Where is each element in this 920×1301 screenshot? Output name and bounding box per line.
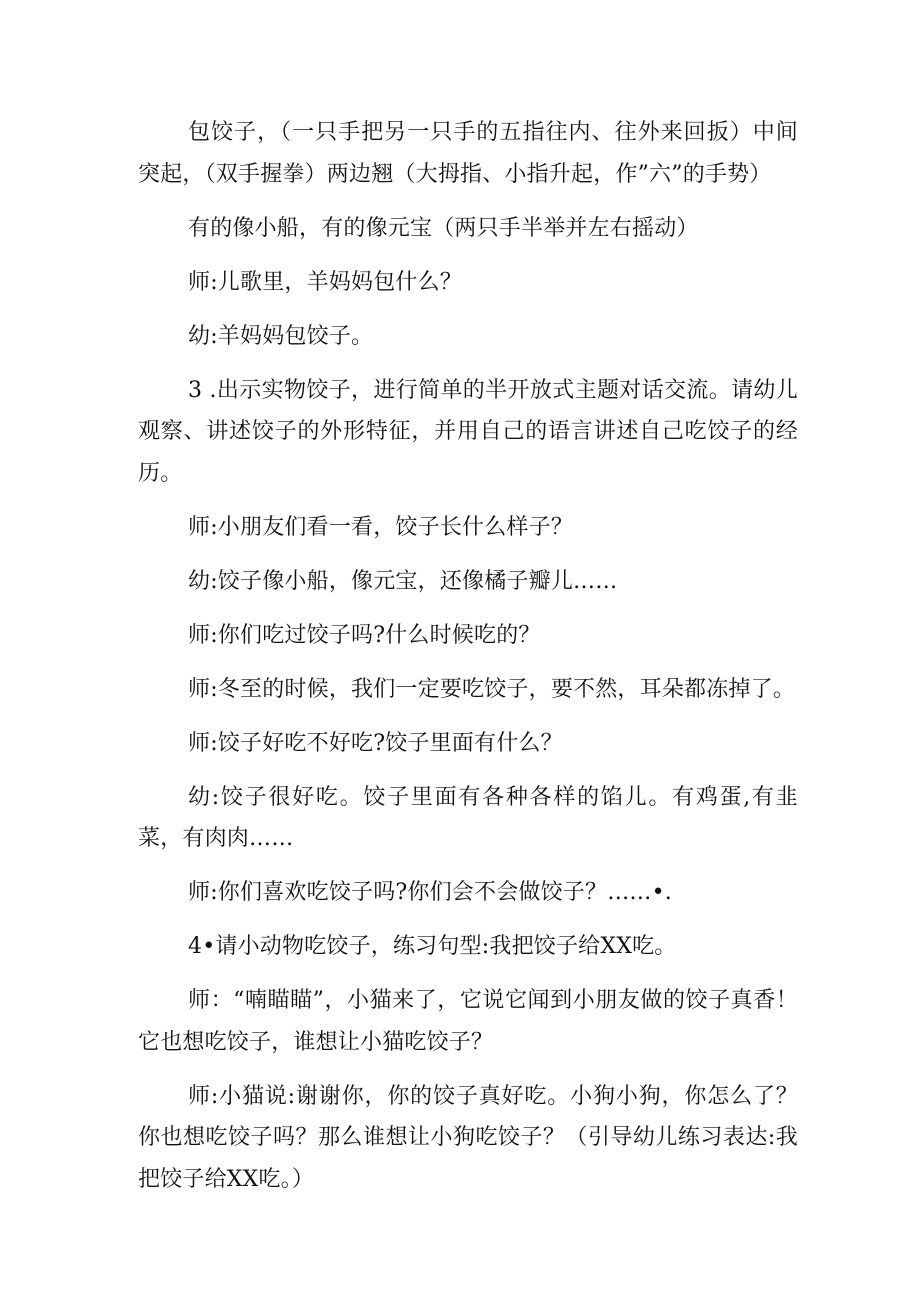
paragraph-teacher-winter-solstice: 师:冬至的时候，我们一定要吃饺子，要不然，耳朵都冻掉了。 [188,676,796,702]
paragraph-teacher-question-5: 师:你们喜欢吃饺子吗?你们会不会做饺子？……•. [188,880,672,905]
paragraph-step-4: 4•请小动物吃饺子，练习句型:我把饺子给XX吃。 [188,934,677,959]
paragraph-child-answer-2: 幼:饺子像小船，像元宝，还像橘子瓣儿…… [188,568,618,594]
paragraph-boat-ingot: 有的像小船，有的像元宝（两只手半举并左右摇动） [188,215,699,241]
paragraph-teacher-puppy: 师:小猫说:谢谢你，你的饺子真好吃。小狗小狗，你怎么了？你也想吃饺子吗？那么谁想让小狗吃饺子？（引导幼儿练习表达:我把饺子给XX吃。） [138,1083,798,1192]
paragraph-teacher-question-3: 师:你们吃过饺子吗?什么时候吃的？ [188,622,541,648]
paragraph-dumpling-gestures: 包饺子，（一只手把另一只手的五指往内、往外来回扳）中间突起，（双手握拳）两边翘（大拇指、小指升起，作”六”的手势） [138,120,798,187]
document-page [138,112,798,1213]
paragraph-teacher-kitten: 师：“喃瞄瞄”，小猫来了，它说它闻到小朋友做的饺子真香！它也想吃饺子，谁想让小猫吃饺子？ [138,988,798,1055]
paragraph-teacher-question-2: 师:小朋友们看一看，饺子长什么样子？ [188,514,574,540]
paragraph-child-answer-1: 幼:羊妈妈包饺子。 [188,323,374,349]
paragraph-teacher-question-1: 师:儿歌里，羊妈妈包什么？ [188,269,463,295]
paragraph-teacher-question-4: 师:饺子好吃不好吃?饺子里面有什么？ [188,730,563,756]
paragraph-step-3: 3 .出示实物饺子，进行简单的半开放式主题对话交流。请幼儿观察、讲述饺子的外形特征，并用自己的语言讲述自己吃饺子的经历。 [138,377,798,486]
paragraph-child-answer-3: 幼:饺子很好吃。饺子里面有各种各样的馅儿。有鸡蛋,有韭菜，有肉肉…… [138,784,798,851]
